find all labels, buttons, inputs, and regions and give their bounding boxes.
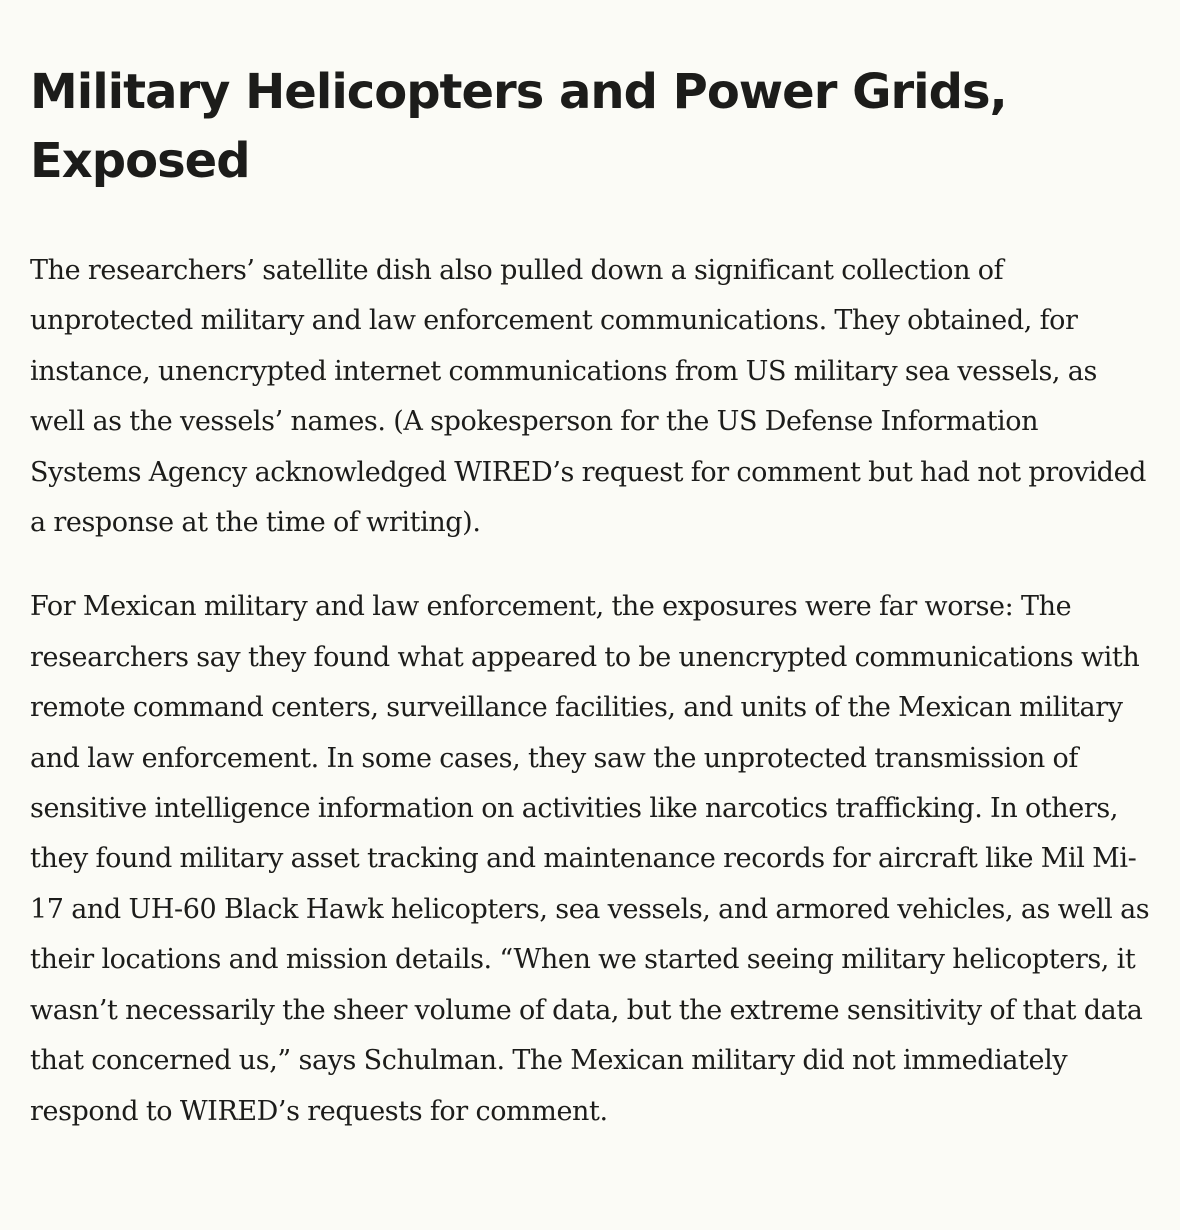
article-paragraph-2: For Mexican military and law enforcement, the exposures were far worse: The researchers say they found what appeared to be unencrypted communications with remote command centers, surveillance facilities, and units of the Mexican military and law enforcement. In some cases, they saw the unprotected transmission of sensitive intelligence information on activities like narcotics trafficking. In others, they found military asset tracking and maintenance records for aircraft like Mil Mi-17 and UH-60 Black Hawk helicopters, sea vessels, and armored vehicles, as well as their locations and mission details. “When we started seeing military helicopters, it wasn’t necessarily the sheer volume of data, but the extreme sensitivity of that data that concerned us,” says Schulman. The Mexican military did not immediately respond to WIRED’s requests for comment.: [30, 591, 1150, 1127]
section-heading: Military Helicopters and Power Grids, Exposed: [30, 64, 1007, 189]
article-paragraph-1: The researchers’ satellite dish also pulled down a significant collection of unprotected military and law enforcement communications. They obtained, for instance, unencrypted internet communications from US military sea vessels, as well as the vessels’ names. (A spokesperson for the US Defense Information Systems Agency acknowledged WIRED’s request for comment but had not provided a response at the time of writing).: [30, 255, 1147, 539]
